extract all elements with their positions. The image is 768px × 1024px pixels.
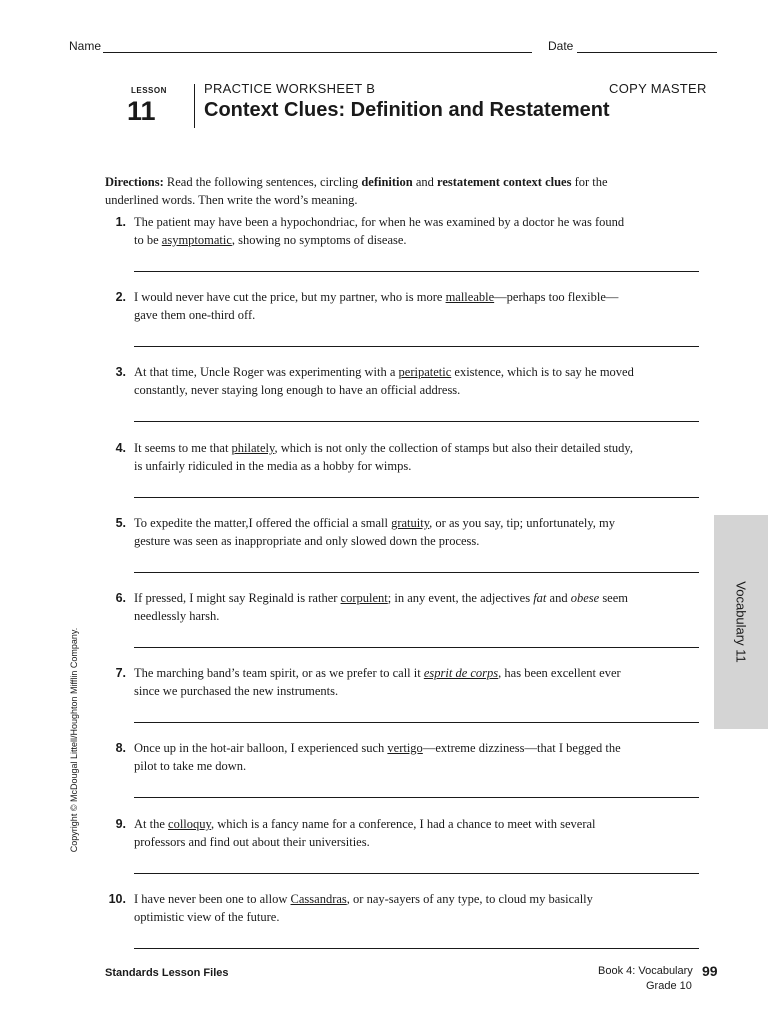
question-text-after: , or as you say, tip; unfortunately, my gesture was seen as inappropriate and only slowed down the process. [134, 516, 616, 548]
question-text-before: Once up in the hot-air balloon, I experienced such [134, 741, 388, 755]
name-field-line[interactable] [103, 52, 532, 53]
question-text [134, 288, 634, 324]
question-text [134, 514, 634, 550]
question-text-before: The marching band’s team spirit, or as we prefer to call it [134, 666, 424, 680]
question-text [134, 363, 634, 399]
question-text-before: At that time, Uncle Roger was experimenting with a [134, 365, 399, 379]
question-number: 5. [115, 516, 126, 530]
name-label: Name [69, 39, 102, 53]
answer-line[interactable] [134, 797, 699, 798]
copy-master-label: COPY MASTER [609, 81, 707, 96]
answer-line[interactable] [134, 421, 699, 422]
directions-label: Directions: [105, 175, 164, 189]
directions-bold-definition: definition [361, 175, 413, 189]
underlined-word: peripatetic [398, 365, 452, 379]
underlined-word: corpulent [340, 591, 388, 605]
question-text-after: , or nay-sayers of any type, to cloud my basically optimistic view of the future. [134, 892, 593, 924]
lesson-divider [194, 84, 195, 128]
question-text [134, 589, 634, 625]
question-text-before: It seems to me that [134, 441, 232, 455]
lesson-number: 11 [127, 96, 156, 126]
question-text-after: —perhaps too flexible—gave them one-third off. [134, 290, 619, 322]
underlined-word: colloquy [168, 817, 211, 831]
question-text [134, 213, 634, 249]
answer-line[interactable] [134, 346, 699, 347]
question-text-mid: and [546, 591, 571, 605]
question-number: 2. [115, 290, 126, 304]
underlined-word: gratuity [391, 516, 430, 530]
question-text [134, 739, 634, 775]
directions [105, 173, 645, 209]
question-text [134, 890, 634, 926]
date-field-line[interactable] [577, 52, 717, 53]
question-text-before: The patient may have been a hypochondriac, for when he was examined by a doctor he was found to be [134, 215, 625, 247]
question-text [134, 664, 634, 700]
answer-line[interactable] [134, 271, 699, 272]
question-text-after: existence, which is to say he moved constantly, never staying long enough to have an official address. [134, 365, 634, 397]
answer-line[interactable] [134, 497, 699, 498]
question-text [134, 439, 634, 475]
underlined-word: vertigo [387, 741, 423, 755]
italic-word-fat: fat [533, 591, 547, 605]
question-text-after: —extreme dizziness—that I begged the pilot to take me down. [134, 741, 621, 773]
footer-series: Standards Lesson Files [105, 967, 229, 979]
side-tab-label: Vocabulary 11 [733, 581, 749, 663]
question-text-before: At the [134, 817, 169, 831]
lesson-label: LESSON [131, 86, 167, 95]
question-text-before: I would never have cut the price, but my partner, who is more [134, 290, 446, 304]
question-text-before: I have never been one to allow [134, 892, 291, 906]
italic-word-obese: obese [570, 591, 600, 605]
date-label: Date [548, 39, 574, 53]
worksheet-label: PRACTICE WORKSHEET B [204, 81, 376, 96]
question-text-before: If pressed, I might say Reginald is rather [134, 591, 341, 605]
question-text-after: , showing no symptoms of disease. [231, 233, 407, 247]
question-text-end: seem needlessly harsh. [134, 591, 628, 623]
answer-line[interactable] [134, 948, 699, 949]
question-text-after: , has been excellent ever since we purchased the new instruments. [134, 666, 621, 698]
underlined-word: asymptomatic [161, 233, 232, 247]
answer-line[interactable] [134, 647, 699, 648]
underlined-word: philately [231, 441, 275, 455]
directions-text-1: Read the following sentences, circling [163, 175, 362, 189]
directions-text-3: for the underlined words. Then write the word’s meaning. [105, 175, 608, 207]
question-number: 4. [115, 441, 126, 455]
question-text-after: ; in any event, the adjectives [387, 591, 534, 605]
page-title: Context Clues: Definition and Restatement [204, 99, 610, 121]
directions-text-2: and [412, 175, 438, 189]
answer-line[interactable] [134, 722, 699, 723]
question-number: 10. [108, 892, 126, 906]
question-number: 3. [115, 365, 126, 379]
directions-bold-clues: restatement context clues [437, 175, 572, 189]
question-number: 8. [115, 741, 126, 755]
answer-line[interactable] [134, 572, 699, 573]
question-text-before: To expedite the matter,I offered the official a small [134, 516, 392, 530]
underlined-word: esprit de corps [423, 666, 499, 680]
question-number: 1. [115, 215, 126, 229]
page-number: 99 [702, 963, 718, 979]
underlined-word: malleable [445, 290, 495, 304]
answer-line[interactable] [134, 873, 699, 874]
footer-book: Book 4: Vocabulary [598, 965, 693, 977]
question-number: 6. [115, 591, 126, 605]
question-number: 7. [115, 666, 126, 680]
footer-grade: Grade 10 [646, 980, 692, 992]
question-text [134, 815, 634, 851]
question-text-after: , which is a fancy name for a conference, I had a chance to meet with several professors and find out about their universities. [134, 817, 596, 849]
copyright-notice: Copyright © McDougal Littell/Houghton Mifflin Company. [69, 627, 79, 853]
underlined-word: Cassandras [290, 892, 347, 906]
vocabulary-side-tab [714, 515, 768, 729]
question-number: 9. [115, 817, 126, 831]
question-text-after: , which is not only the collection of stamps but also their detailed study, is unfairly ridiculed in the media as a hobby for wimps. [134, 441, 633, 473]
